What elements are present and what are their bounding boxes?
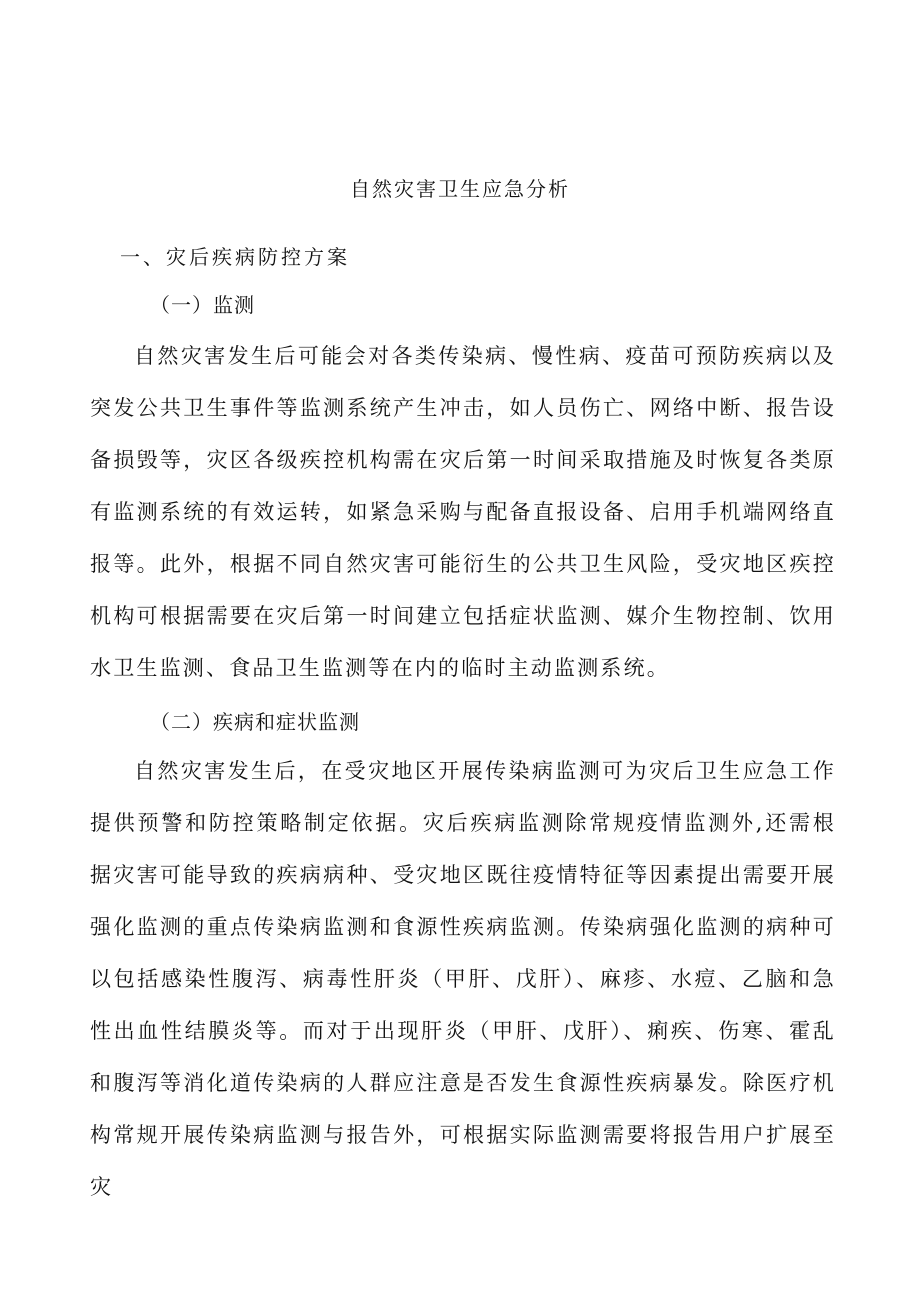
paragraph-disease-symptom-monitoring: 自然灾害发生后，在受灾地区开展传染病监测可为灾后卫生应急工作提供预警和防控策略制定依据。灾后疾病监测除常规疫情监测外,还需根据灾害可能导致的疾病病种、受灾地区既往疫情特征等因素提出需要开展强化监测的重点传染病监测和食源性疾病监测。传染病强化监测的病种可以包括感染性腹泻、病毒性肝炎（甲肝、戊肝）、麻疹、水痘、乙脑和急性出血性结膜炎等。而对于出现肝炎（甲肝、戊肝）、痢疾、伤寒、霍乱和腹泻等消化道传染病的人群应注意是否发生食源性疾病暴发。除医疗机构常规开展传染病监测与报告外，可根据实际监测需要将报告用户扩展至灾 (90, 759, 836, 1199)
section-heading-1: 一、灾后疾病防控方案 (120, 245, 350, 269)
document-title: 自然灾害卫生应急分析 (350, 177, 570, 201)
subsection-heading-disease-symptom-monitoring: （二）疾病和症状监测 (150, 710, 360, 734)
subsection-heading-monitoring: （一）监测 (150, 293, 255, 317)
paragraph-monitoring: 自然灾害发生后可能会对各类传染病、慢性病、疫苗可预防疾病以及突发公共卫生事件等监测系统产生冲击，如人员伤亡、网络中断、报告设备损毁等，灾区各级疾控机构需在灾后第一时间采取措施及时恢复各类原有监测系统的有效运转，如紧急采购与配备直报设备、启用手机端网络直报等。此外，根据不同自然灾害可能衍生的公共卫生风险，受灾地区疾控机构可根据需要在灾后第一时间建立包括症状监测、媒介生物控制、饮用水卫生监测、食品卫生监测等在内的临时主动监测系统。 (90, 344, 836, 680)
